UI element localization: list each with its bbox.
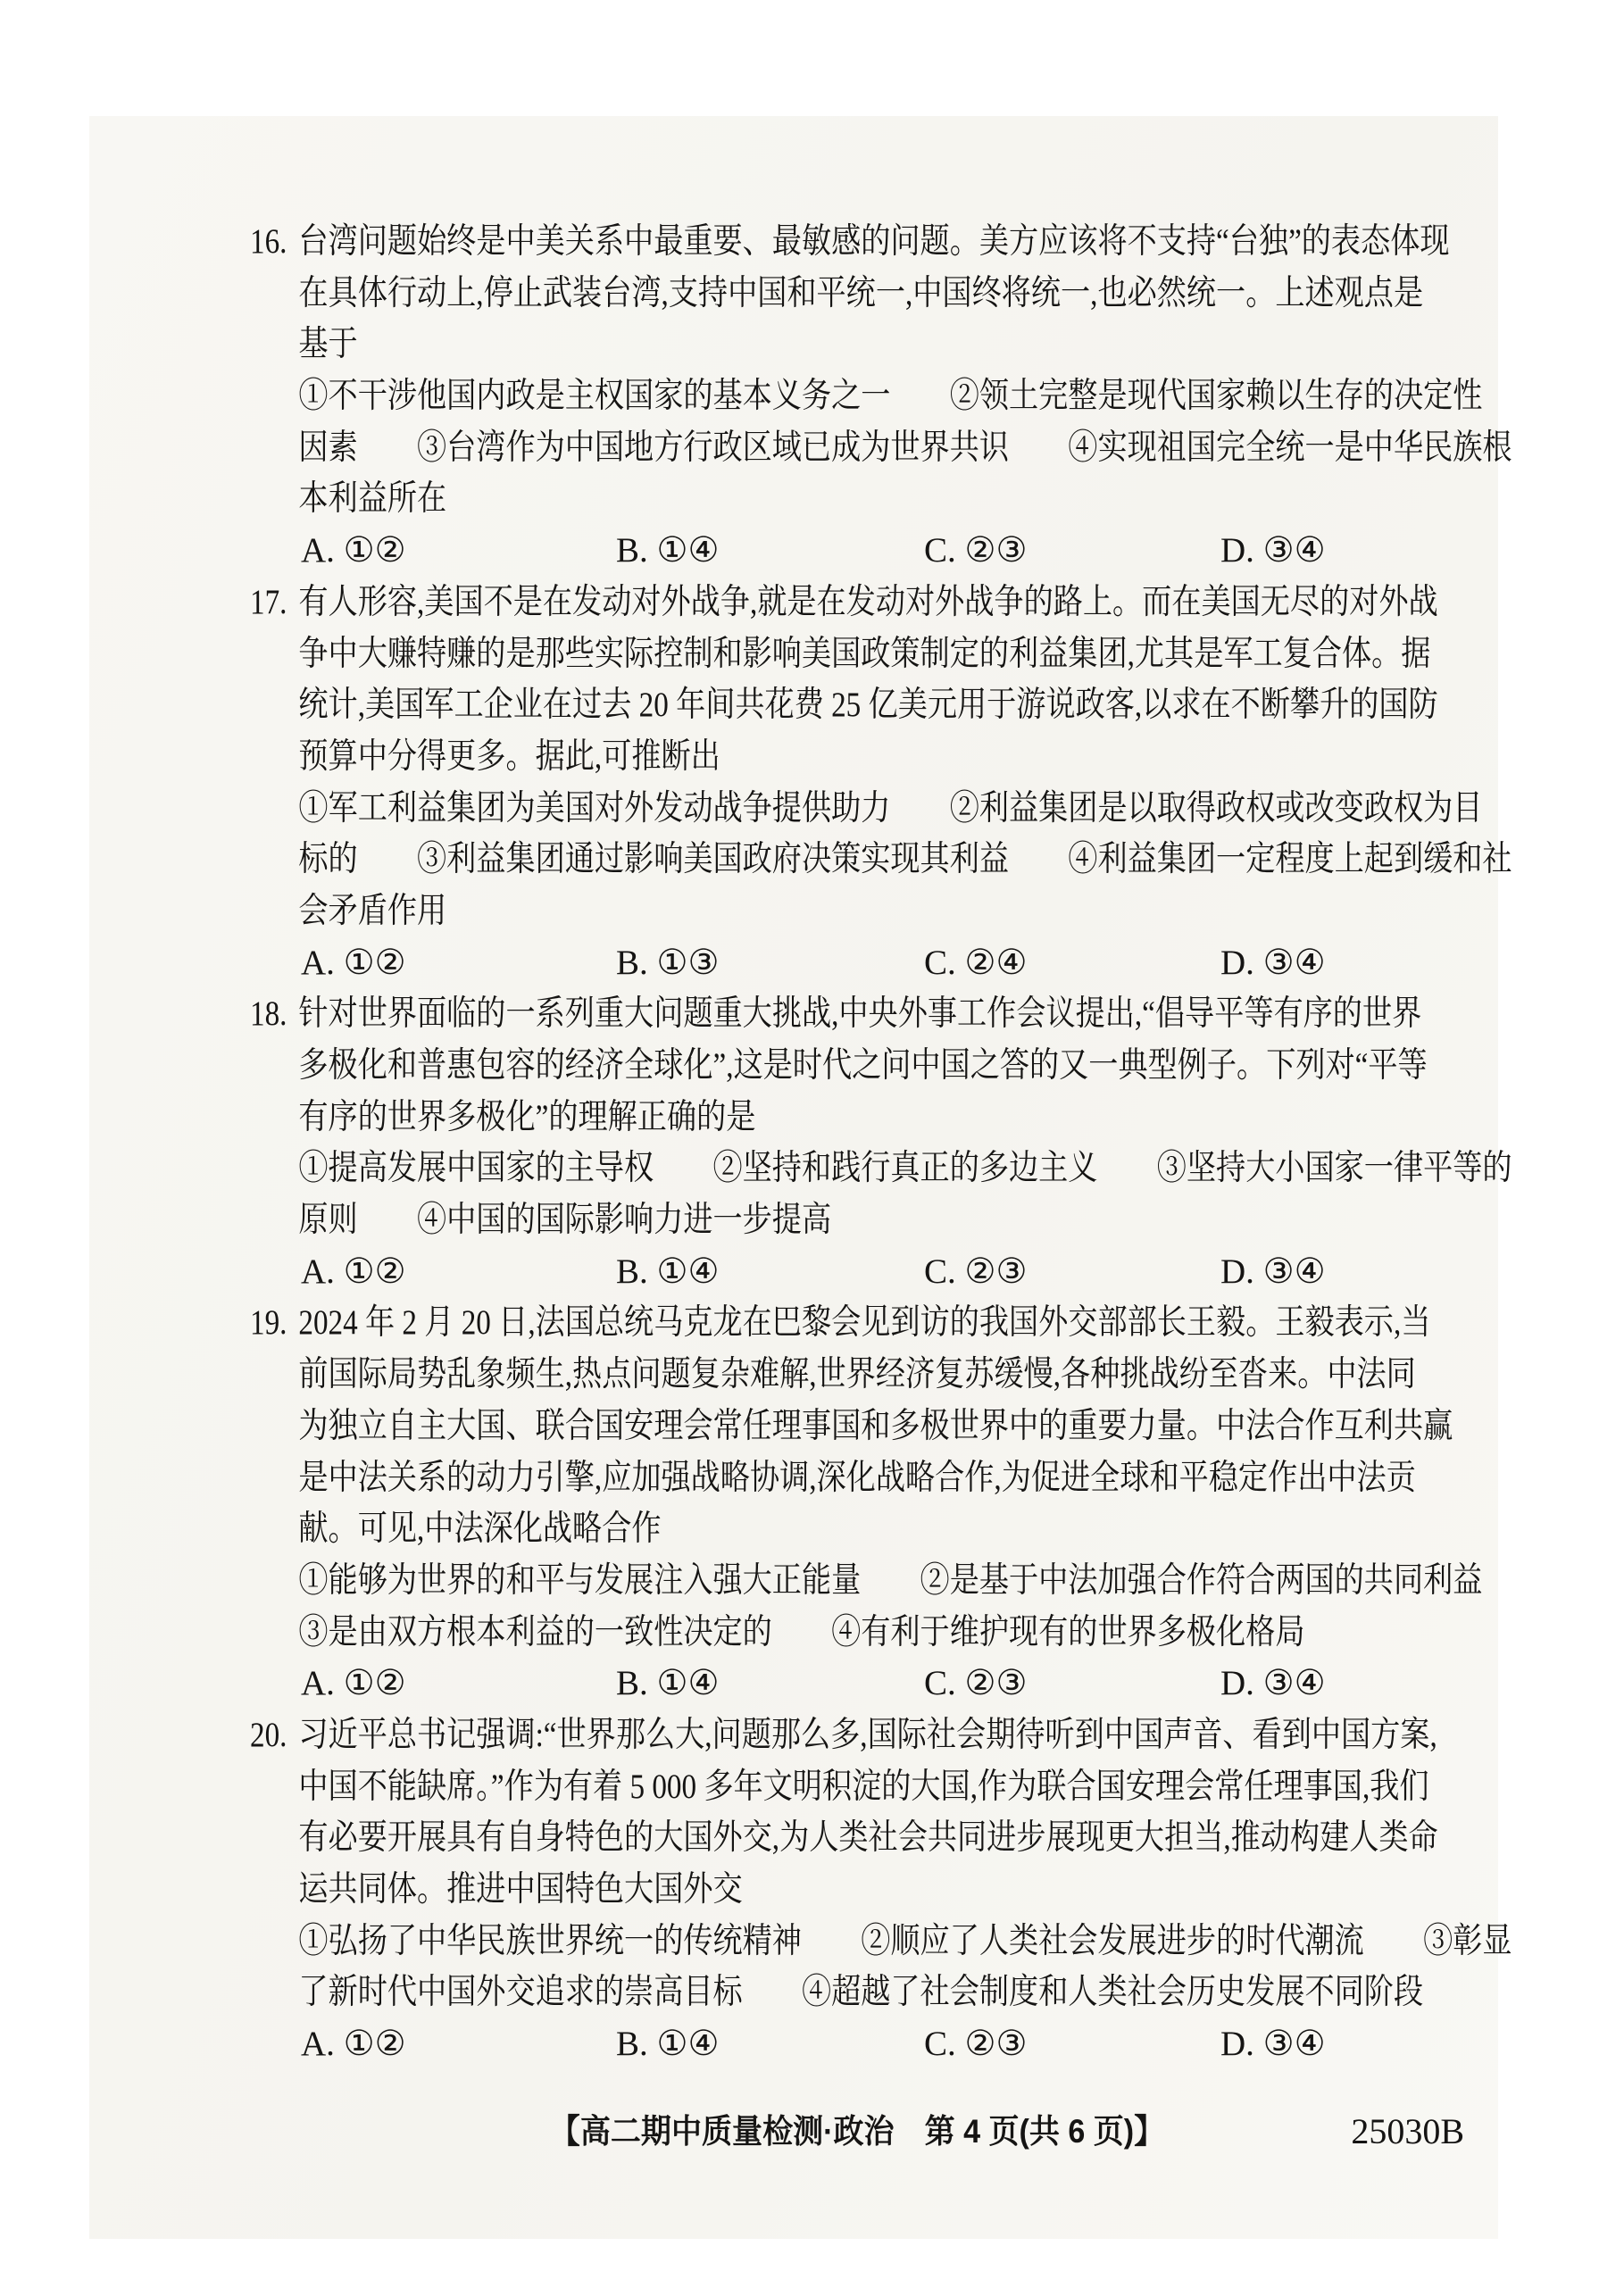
choice-items-line: ①不干涉他国内政是主权国家的基本义务之一 ②领土完整是现代国家赖以生存的决定性 xyxy=(298,377,1483,416)
answer-choice-a: A. ①② xyxy=(301,943,406,982)
question-text-line: 是中法关系的动力引擎,应加强战略协调,深化战略合作,为促进全球和平稳定作出中法贡 xyxy=(298,1458,1416,1497)
question-text-line: 献。可见,中法深化战略合作 xyxy=(298,1510,662,1549)
choice-items-line: 因素 ③台湾作为中国地方行政区域已成为世界共识 ④实现祖国完全统一是中华民族根 xyxy=(298,428,1512,467)
question-text-line: 中国不能缺席。”作为有着 5 000 多年文明积淀的大国,作为联合国安理会常任理事国,我们 xyxy=(298,1767,1429,1806)
question-text-line: 为独立自主大国、联合国安理会常任理事国和多极世界中的重要力量。中法合作互利共赢 xyxy=(298,1406,1453,1445)
answer-choice-c: C. ②③ xyxy=(924,1252,1028,1291)
choice-items-line: ①能够为世界的和平与发展注入强大正能量 ②是基于中法加强合作符合两国的共同利益 xyxy=(298,1560,1483,1600)
question-number: 19. xyxy=(250,1303,287,1343)
question-text-line: 基于 xyxy=(298,325,358,364)
answer-choice-d: D. ③④ xyxy=(1220,531,1326,570)
question-17 xyxy=(250,577,1512,989)
question-text-line: 习近平总书记强调:“世界那么大,问题那么多,国际社会期待听到中国声音、看到中国方案, xyxy=(298,1715,1437,1754)
answer-choice-a: A. ①② xyxy=(301,531,406,570)
answer-choice-d: D. ③④ xyxy=(1220,2025,1326,2064)
question-text-line: 有必要开展具有自身特色的大国外交,为人类社会共同进步展现更大担当,推动构建人类命 xyxy=(298,1818,1438,1858)
question-text-line: 前国际局势乱象频生,热点问题复杂难解,世界经济复苏缓慢,各种挑战纷至沓来。中法同 xyxy=(298,1355,1416,1394)
answer-choice-a: A. ①② xyxy=(301,1252,406,1291)
answer-choice-d: D. ③④ xyxy=(1220,1252,1326,1291)
answer-choice-d: D. ③④ xyxy=(1220,1664,1326,1703)
answer-choices-row xyxy=(250,937,1498,989)
question-text-line: 有人形容,美国不是在发动对外战争,就是在发动对外战争的路上。而在美国无尽的对外战 xyxy=(298,582,1438,621)
choice-items-line: ①弘扬了中华民族世界统一的传统精神 ②顺应了人类社会发展进步的时代潮流 ③彰显 xyxy=(298,1921,1512,1960)
choice-items-line: ③是由双方根本利益的一致性决定的 ④有利于维护现有的世界多极化格局 xyxy=(298,1612,1305,1651)
answer-choice-c: C. ②④ xyxy=(924,943,1028,982)
question-text-line: 争中大赚特赚的是那些实际控制和影响美国政策制定的利益集团,尤其是军工复合体。据 xyxy=(298,634,1431,673)
answer-choice-b: B. ①④ xyxy=(616,2025,720,2064)
answer-choice-a: A. ①② xyxy=(301,2025,406,2064)
answer-choice-c: C. ②③ xyxy=(924,2025,1028,2064)
choice-items-line: 标的 ③利益集团通过影响美国政府决策实现其利益 ④利益集团一定程度上起到缓和社 xyxy=(298,840,1512,879)
answer-choice-c: C. ②③ xyxy=(924,531,1028,570)
question-number: 16. xyxy=(250,222,287,261)
choice-items-line: ①军工利益集团为美国对外发动战争提供助力 ②利益集团是以取得政权或改变政权为目 xyxy=(298,788,1483,828)
question-number: 18. xyxy=(250,994,287,1034)
question-18 xyxy=(250,988,1512,1297)
questions-area xyxy=(250,216,1512,2070)
answer-choice-b: B. ①③ xyxy=(616,943,720,982)
question-20 xyxy=(250,1710,1512,2070)
answer-choices-row xyxy=(250,2018,1498,2070)
answer-choices-row xyxy=(250,1658,1498,1710)
answer-choice-d: D. ③④ xyxy=(1220,943,1326,982)
question-text-line: 多极化和普惠包容的经济全球化”,这是时代之问中国之答的又一典型例子。下列对“平等 xyxy=(298,1046,1428,1085)
answer-choices-row xyxy=(250,525,1498,577)
question-text-line: 2024 年 2 月 20 日,法国总统马克龙在巴黎会见到访的我国外交部部长王毅。王毅表示,当 xyxy=(298,1303,1431,1343)
choice-items-line: 本利益所在 xyxy=(298,479,447,519)
page-footer xyxy=(250,2105,1464,2159)
question-text-line: 预算中分得更多。据此,可推断出 xyxy=(298,736,720,776)
question-text-line: 统计,美国军工企业在过去 20 年间共花费 25 亿美元用于游说政客,以求在不断攀升的国防 xyxy=(298,686,1438,725)
choice-items-line: ①提高发展中国家的主导权 ②坚持和践行真正的多边主义 ③坚持大小国家一律平等的 xyxy=(298,1149,1512,1188)
choice-items-line: 了新时代中国外交追求的崇高目标 ④超越了社会制度和人类社会历史发展不同阶段 xyxy=(298,1973,1424,2012)
question-text-line: 台湾问题始终是中美关系中最重要、最敏感的问题。美方应该将不支持“台独”的表态体现 xyxy=(298,222,1450,261)
answer-choice-b: B. ①④ xyxy=(616,531,720,570)
choice-items-line: 原则 ④中国的国际影响力进一步提高 xyxy=(298,1201,832,1240)
answer-choices-row xyxy=(250,1246,1498,1298)
question-number: 20. xyxy=(250,1715,287,1754)
question-number: 17. xyxy=(250,582,287,621)
question-19 xyxy=(250,1297,1498,1710)
footer-title: 【高二期中质量检测·政治 第 4 页(共 6 页)】 xyxy=(549,2113,1165,2150)
answer-choice-a: A. ①② xyxy=(301,1664,406,1703)
question-text-line: 运共同体。推进中国特色大国外交 xyxy=(298,1870,743,1909)
answer-choice-c: C. ②③ xyxy=(924,1664,1028,1703)
paper-code: 25030B xyxy=(1351,2111,1464,2151)
question-text-line: 针对世界面临的一系列重大问题重大挑战,中央外事工作会议提出,“倡导平等有序的世界 xyxy=(298,994,1422,1034)
choice-items-line: 会矛盾作用 xyxy=(298,891,447,930)
question-text-line: 在具体行动上,停止武装台湾,支持中国和平统一,中国终将统一,也必然统一。上述观点是 xyxy=(298,273,1424,312)
question-16 xyxy=(250,216,1512,577)
question-text-line: 有序的世界多极化”的理解正确的是 xyxy=(298,1097,756,1136)
answer-choice-b: B. ①④ xyxy=(616,1664,720,1703)
answer-choice-b: B. ①④ xyxy=(616,1252,720,1291)
